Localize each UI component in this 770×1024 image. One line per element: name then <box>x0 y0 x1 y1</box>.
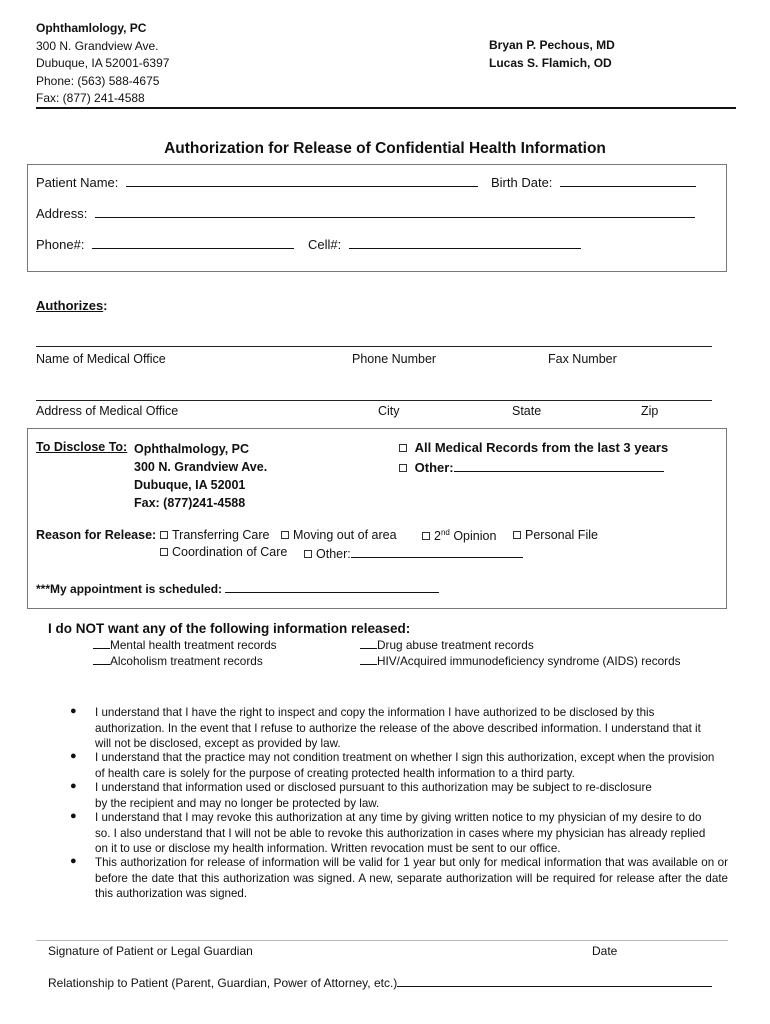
reason-other-field[interactable] <box>351 545 523 558</box>
practice-city: Dubuque, IA 52001-6397 <box>36 56 170 70</box>
reason-other-option[interactable] <box>304 545 523 561</box>
transferring-label: Transferring Care <box>172 528 270 542</box>
personal-file-label: Personal File <box>525 528 598 542</box>
practice-phone: Phone: (563) 588-4675 <box>36 73 160 88</box>
exclusion-label: Mental health treatment records <box>110 638 277 652</box>
statement-text: I understand that the practice may not condition treatment on whether I sign this authorization, except when the provision of health care is solely for the purpose of creating protected health information to a third party. <box>95 751 715 780</box>
birth-date-field[interactable] <box>560 174 696 187</box>
second-opinion-checkbox[interactable] <box>422 532 430 540</box>
signature-label: Signature of Patient or Legal Guardian <box>48 944 253 958</box>
all-records-option[interactable] <box>399 440 668 455</box>
exclusion-blank[interactable] <box>360 638 377 649</box>
reason-personal-option[interactable] <box>513 528 598 542</box>
exclusions-heading: I do NOT want any of the following information released: <box>48 621 411 636</box>
authorizes-colon: : <box>103 298 108 313</box>
exclusion-label: Alcoholism treatment records <box>110 654 263 668</box>
moving-checkbox[interactable] <box>281 531 289 539</box>
all-records-checkbox[interactable] <box>399 444 407 452</box>
phone-field[interactable] <box>92 236 294 249</box>
reason-transferring-option[interactable] <box>160 528 270 542</box>
appointment-label: ***My appointment is scheduled: <box>36 582 223 596</box>
other-records-option[interactable] <box>399 459 664 475</box>
exclusion-mental-health[interactable] <box>93 638 277 652</box>
exclusion-drug-abuse[interactable] <box>360 638 534 652</box>
patient-name-field[interactable] <box>126 174 478 187</box>
medical-office-address-label: Address of Medical Office <box>36 404 179 418</box>
other-records-field[interactable] <box>454 459 664 472</box>
exclusion-label: HIV/Acquired immunodeficiency syndrome (AIDS) records <box>377 654 681 668</box>
form-title: Authorization for Release of Confidential Health Information <box>164 140 606 157</box>
medical-office-line[interactable] <box>36 346 712 347</box>
bullet-icon: ● <box>70 705 77 717</box>
address-row <box>36 205 695 221</box>
medical-office-fax-label: Fax Number <box>548 352 617 366</box>
medical-office-address-line[interactable] <box>36 400 712 401</box>
exclusion-alcoholism[interactable] <box>93 654 263 668</box>
bullet-icon: ● <box>70 750 77 762</box>
medical-office-name-label: Name of Medical Office <box>36 352 166 366</box>
reason-other-label: Other: <box>316 547 351 561</box>
date-label: Date <box>592 944 618 958</box>
practice-name: Ophthamlology, PC <box>36 21 147 35</box>
reason-second-opinion-option[interactable] <box>422 528 496 543</box>
exclusion-label: Drug abuse treatment records <box>377 638 534 652</box>
statement-item <box>70 705 717 752</box>
disclose-to-label: To Disclose To: <box>36 440 128 454</box>
exclusion-blank[interactable] <box>93 654 110 665</box>
appointment-row <box>36 580 439 596</box>
all-records-label: All Medical Records from the last 3 years <box>414 440 669 455</box>
bullet-icon: ● <box>70 810 77 822</box>
cell-row <box>308 236 581 252</box>
statement-text: I understand that information used or disclosed pursuant to this authorization may be subject to re-disclosure by the recipient and may no longer be protected by law. <box>95 781 652 810</box>
phone-label: Phone#: <box>36 237 85 252</box>
reason-label: Reason for Release: <box>36 528 157 542</box>
exclusion-blank[interactable] <box>93 638 110 649</box>
relationship-field[interactable] <box>397 974 712 987</box>
statement-text: I understand that I may revoke this authorization at any time by giving written notice to my physician of my desire to do so. I also understand that I will not be able to revoke this authorization in cases where my physician has already replied on it to use or disclose my health information. Written revocation must be sent to our office. <box>95 811 706 855</box>
statement-text: I understand that I have the right to inspect and copy the information I have authorized to be disclosed by this authorization. In the event that I refuse to authorize the release of the above described information. I understand that it will not be disclosed, except as provided by law. <box>95 706 701 750</box>
practice-fax: Fax: (877) 241-4588 <box>36 91 145 105</box>
coordination-checkbox[interactable] <box>160 548 168 556</box>
bullet-icon: ● <box>70 780 77 792</box>
bullet-icon: ● <box>70 855 77 867</box>
signature-line[interactable] <box>36 940 728 941</box>
medical-office-phone-label: Phone Number <box>352 352 437 366</box>
relationship-label: Relationship to Patient (Parent, Guardian, Power of Attorney, etc.) <box>48 976 398 990</box>
second-opinion-number: 2 <box>434 529 441 544</box>
disclose-recipient <box>134 440 267 512</box>
recipient-street: 300 N. Grandview Ave. <box>134 460 268 474</box>
phone-row <box>36 236 294 252</box>
other-records-checkbox[interactable] <box>399 464 407 472</box>
appointment-field[interactable] <box>225 580 439 593</box>
doctor-list <box>489 37 615 72</box>
zip-label: Zip <box>641 404 659 418</box>
reason-other-checkbox[interactable] <box>304 550 312 558</box>
doctor-name: Bryan P. Pechous, MD <box>489 38 615 52</box>
patient-name-row <box>36 174 478 190</box>
address-label: Address: <box>36 206 88 221</box>
doctor-name: Lucas S. Flamich, OD <box>489 55 612 70</box>
recipient-name: Ophthalmology, PC <box>134 442 250 456</box>
recipient-fax: Fax: (877)241-4588 <box>134 496 246 510</box>
statement-item <box>70 780 655 811</box>
moving-label: Moving out of area <box>293 528 397 542</box>
exclusion-hiv-aids[interactable] <box>360 654 681 668</box>
relationship-row <box>48 974 712 990</box>
authorizes-label: Authorizes <box>36 298 104 313</box>
transferring-checkbox[interactable] <box>160 531 168 539</box>
city-label: City <box>378 404 400 418</box>
practice-street: 300 N. Grandview Ave. <box>36 38 159 53</box>
personal-file-checkbox[interactable] <box>513 531 521 539</box>
cell-label: Cell#: <box>308 237 342 252</box>
address-field[interactable] <box>95 205 695 218</box>
statement-item <box>70 810 720 857</box>
cell-field[interactable] <box>349 236 581 249</box>
statement-item <box>70 750 717 781</box>
practice-info <box>36 20 169 108</box>
state-label: State <box>512 404 542 418</box>
patient-name-label: Patient Name: <box>36 175 119 190</box>
other-records-label: Other: <box>414 460 454 475</box>
birth-date-row <box>491 174 696 190</box>
birth-date-label: Birth Date: <box>491 175 553 190</box>
header-divider <box>36 107 736 109</box>
statement-text: This authorization for release of information will be valid for 1 year but only for medical information that was available on or before the date that this authorization was signed. A new, separate authorization will be required for release after the date this authorization was signed. <box>95 856 728 900</box>
authorizes-heading <box>36 298 108 313</box>
second-opinion-label: Opinion <box>449 529 497 544</box>
coordination-label: Coordination of Care <box>172 545 288 559</box>
reason-coordination-option[interactable] <box>160 545 287 559</box>
statement-item <box>70 855 728 902</box>
recipient-city: Dubuque, IA 52001 <box>134 478 246 492</box>
second-opinion-suffix: nd <box>440 528 450 537</box>
exclusion-blank[interactable] <box>360 654 377 665</box>
reason-moving-option[interactable] <box>281 528 397 542</box>
